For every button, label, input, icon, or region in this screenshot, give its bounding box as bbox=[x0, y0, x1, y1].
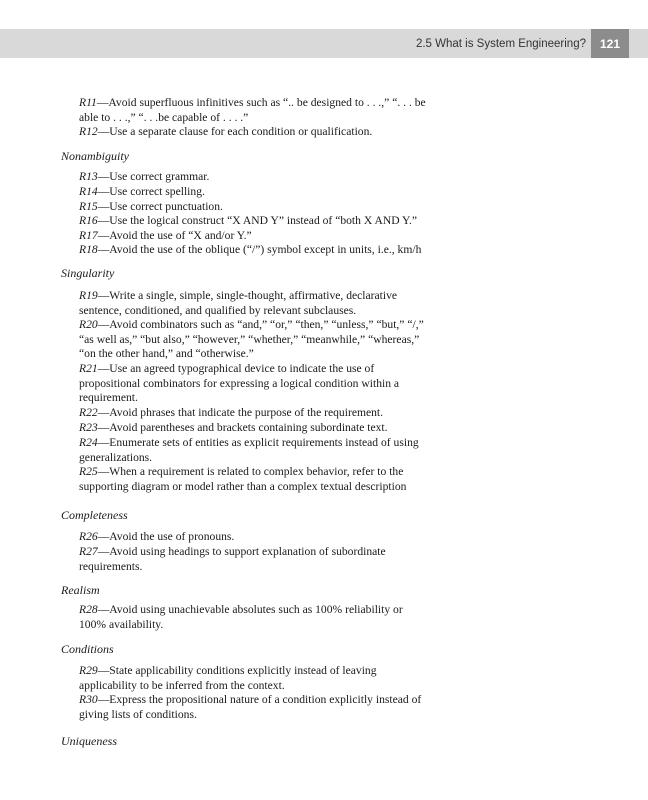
section bbox=[61, 266, 481, 281]
rule-text-line bbox=[79, 304, 474, 319]
rule-id: R12 bbox=[79, 125, 98, 138]
requirement-rule bbox=[79, 421, 474, 436]
requirement-rule bbox=[79, 229, 474, 244]
rule-text: —Avoid the use of “X and/or Y.” bbox=[97, 229, 252, 242]
section-heading: Completeness bbox=[61, 508, 128, 522]
rule-text: “on the other hand,” and “otherwise.” bbox=[79, 347, 254, 361]
section-heading: Realism bbox=[61, 583, 100, 597]
rule-text-line bbox=[79, 229, 474, 244]
section bbox=[61, 583, 481, 598]
rule-text-line bbox=[79, 679, 474, 694]
rule-text: —When a requirement is related to complex behavior, refer to the bbox=[97, 465, 404, 478]
rule-id: R18 bbox=[79, 243, 98, 256]
requirement-rule bbox=[79, 693, 474, 722]
rule-text: —Enumerate sets of entities as explicit requirements instead of using bbox=[97, 436, 419, 449]
rule-id: R17 bbox=[79, 229, 98, 242]
rule-text: —Use a separate clause for each condition or qualification. bbox=[97, 125, 373, 138]
rule-text: —Avoid the use of the oblique (“/”) symbol except in units, i.e., km/h bbox=[97, 243, 422, 256]
rule-text-line bbox=[79, 693, 474, 708]
requirement-rule bbox=[79, 125, 474, 140]
rule-text-line bbox=[79, 362, 474, 377]
rule-text: —State applicability conditions explicitly instead of leaving bbox=[97, 664, 377, 677]
rule-text-line bbox=[79, 214, 474, 229]
rule-id: R13 bbox=[79, 170, 98, 183]
rule-text-line bbox=[79, 318, 474, 333]
rule-text: —Avoid superfluous infinitives such as “.. be designed to . . .,” “. . . be bbox=[96, 96, 426, 109]
rule-text: propositional combinators for expressing a logical condition within a bbox=[79, 376, 400, 390]
requirement-rule bbox=[79, 530, 474, 545]
rule-text-line bbox=[79, 111, 474, 126]
header-title: 2.5 What is System Engineering? bbox=[415, 38, 586, 50]
section bbox=[61, 149, 481, 164]
rule-text-line bbox=[79, 377, 474, 392]
rule-text-line bbox=[79, 451, 474, 466]
rule-text: supporting diagram or model rather than a complex textual description bbox=[79, 479, 407, 493]
requirement-rule bbox=[79, 96, 474, 125]
rule-text-line bbox=[79, 603, 474, 618]
requirement-rule bbox=[79, 664, 474, 693]
rule-id: R27 bbox=[79, 545, 98, 558]
rule-id: R28 bbox=[79, 603, 98, 616]
requirement-rule bbox=[79, 406, 474, 421]
rule-id: R26 bbox=[79, 530, 98, 543]
rule-id: R15 bbox=[79, 200, 98, 213]
rule-text-line bbox=[79, 185, 474, 200]
rule-text: requirements. bbox=[79, 559, 143, 573]
rule-text: sentence, conditioned, and qualified by relevant subclauses. bbox=[79, 303, 357, 317]
rule-id: R19 bbox=[79, 289, 98, 302]
rule-text: “as well as,” “but also,” “however,” “whether,” “meanwhile,” “whereas,” bbox=[79, 332, 420, 346]
rule-id: R30 bbox=[79, 693, 98, 706]
rule-id: R11 bbox=[79, 96, 97, 109]
rule-text: able to . . .,” “. . .be capable of . . . .” bbox=[79, 110, 249, 124]
rule-text: —Use correct spelling. bbox=[97, 185, 205, 198]
page-number: 121 bbox=[591, 29, 629, 58]
section-heading: Nonambiguity bbox=[61, 149, 129, 163]
rule-text-line bbox=[79, 125, 474, 140]
rule-text-line bbox=[79, 664, 474, 679]
rule-text: —Use the logical construct “X AND Y” instead of “both X AND Y.” bbox=[97, 214, 417, 227]
rule-id: R29 bbox=[79, 664, 98, 677]
rule-text-line bbox=[79, 545, 474, 560]
rule-text: requirement. bbox=[79, 391, 138, 405]
rule-id: R21 bbox=[79, 362, 98, 375]
rule-id: R20 bbox=[79, 318, 98, 331]
section bbox=[61, 642, 481, 657]
section-heading: Uniqueness bbox=[61, 734, 117, 748]
rule-text: —Avoid parentheses and brackets containing subordinate text. bbox=[97, 421, 388, 434]
rule-text-line bbox=[79, 170, 474, 185]
rule-text-line bbox=[79, 480, 474, 495]
rule-id: R14 bbox=[79, 185, 98, 198]
rule-text: giving lists of conditions. bbox=[79, 707, 197, 721]
rule-text-line bbox=[79, 436, 474, 451]
rule-text: —Avoid combinators such as “and,” “or,” “then,” “unless,” “but,” “/,” bbox=[97, 318, 424, 331]
requirement-rule bbox=[79, 200, 474, 215]
rule-id: R23 bbox=[79, 421, 98, 434]
rule-text: —Avoid the use of pronouns. bbox=[97, 530, 235, 543]
rule-text: —Use an agreed typographical device to indicate the use of bbox=[97, 362, 375, 375]
rule-text-line bbox=[79, 333, 474, 348]
rule-text: —Use correct punctuation. bbox=[97, 200, 223, 213]
section bbox=[61, 508, 481, 523]
requirement-rule bbox=[79, 214, 474, 229]
rule-text-line bbox=[79, 96, 474, 111]
section-heading: Conditions bbox=[61, 642, 114, 656]
rule-text: —Express the propositional nature of a condition explicitly instead of bbox=[97, 693, 422, 706]
rule-id: R24 bbox=[79, 436, 98, 449]
section bbox=[61, 734, 481, 749]
rule-text: 100% availability. bbox=[79, 617, 164, 631]
rule-text-line bbox=[79, 391, 474, 406]
rule-text: —Avoid using unachievable absolutes such as 100% reliability or bbox=[97, 603, 403, 616]
rule-text: —Avoid using headings to support explanation of subordinate bbox=[97, 545, 386, 558]
requirement-rule bbox=[79, 603, 474, 632]
requirement-rule bbox=[79, 545, 474, 574]
rule-text-line bbox=[79, 560, 474, 575]
rule-text-line bbox=[79, 465, 474, 480]
rule-text-line bbox=[79, 243, 474, 258]
rule-text: —Use correct grammar. bbox=[97, 170, 210, 183]
rule-text-line bbox=[79, 708, 474, 723]
rule-text: —Write a single, simple, single-thought, affirmative, declarative bbox=[97, 289, 398, 302]
rule-id: R22 bbox=[79, 406, 98, 419]
rule-text-line bbox=[79, 406, 474, 421]
rule-text-line bbox=[79, 289, 474, 304]
rule-text-line bbox=[79, 347, 474, 362]
requirement-rule bbox=[79, 243, 474, 258]
section-heading: Singularity bbox=[61, 266, 115, 280]
rule-text-line bbox=[79, 421, 474, 436]
rule-text-line bbox=[79, 618, 474, 633]
rule-text-line bbox=[79, 200, 474, 215]
requirement-rule bbox=[79, 465, 474, 494]
requirement-rule bbox=[79, 362, 474, 406]
rule-text: generalizations. bbox=[79, 450, 153, 464]
requirement-rule bbox=[79, 185, 474, 200]
rule-text: applicability to be inferred from the context. bbox=[79, 678, 285, 692]
rule-id: R16 bbox=[79, 214, 98, 227]
requirement-rule bbox=[79, 289, 474, 318]
requirement-rule bbox=[79, 436, 474, 465]
requirement-rule bbox=[79, 170, 474, 185]
rule-text-line bbox=[79, 530, 474, 545]
rule-text: —Avoid phrases that indicate the purpose of the requirement. bbox=[97, 406, 384, 419]
rule-id: R25 bbox=[79, 465, 98, 478]
requirement-rule bbox=[79, 318, 474, 362]
